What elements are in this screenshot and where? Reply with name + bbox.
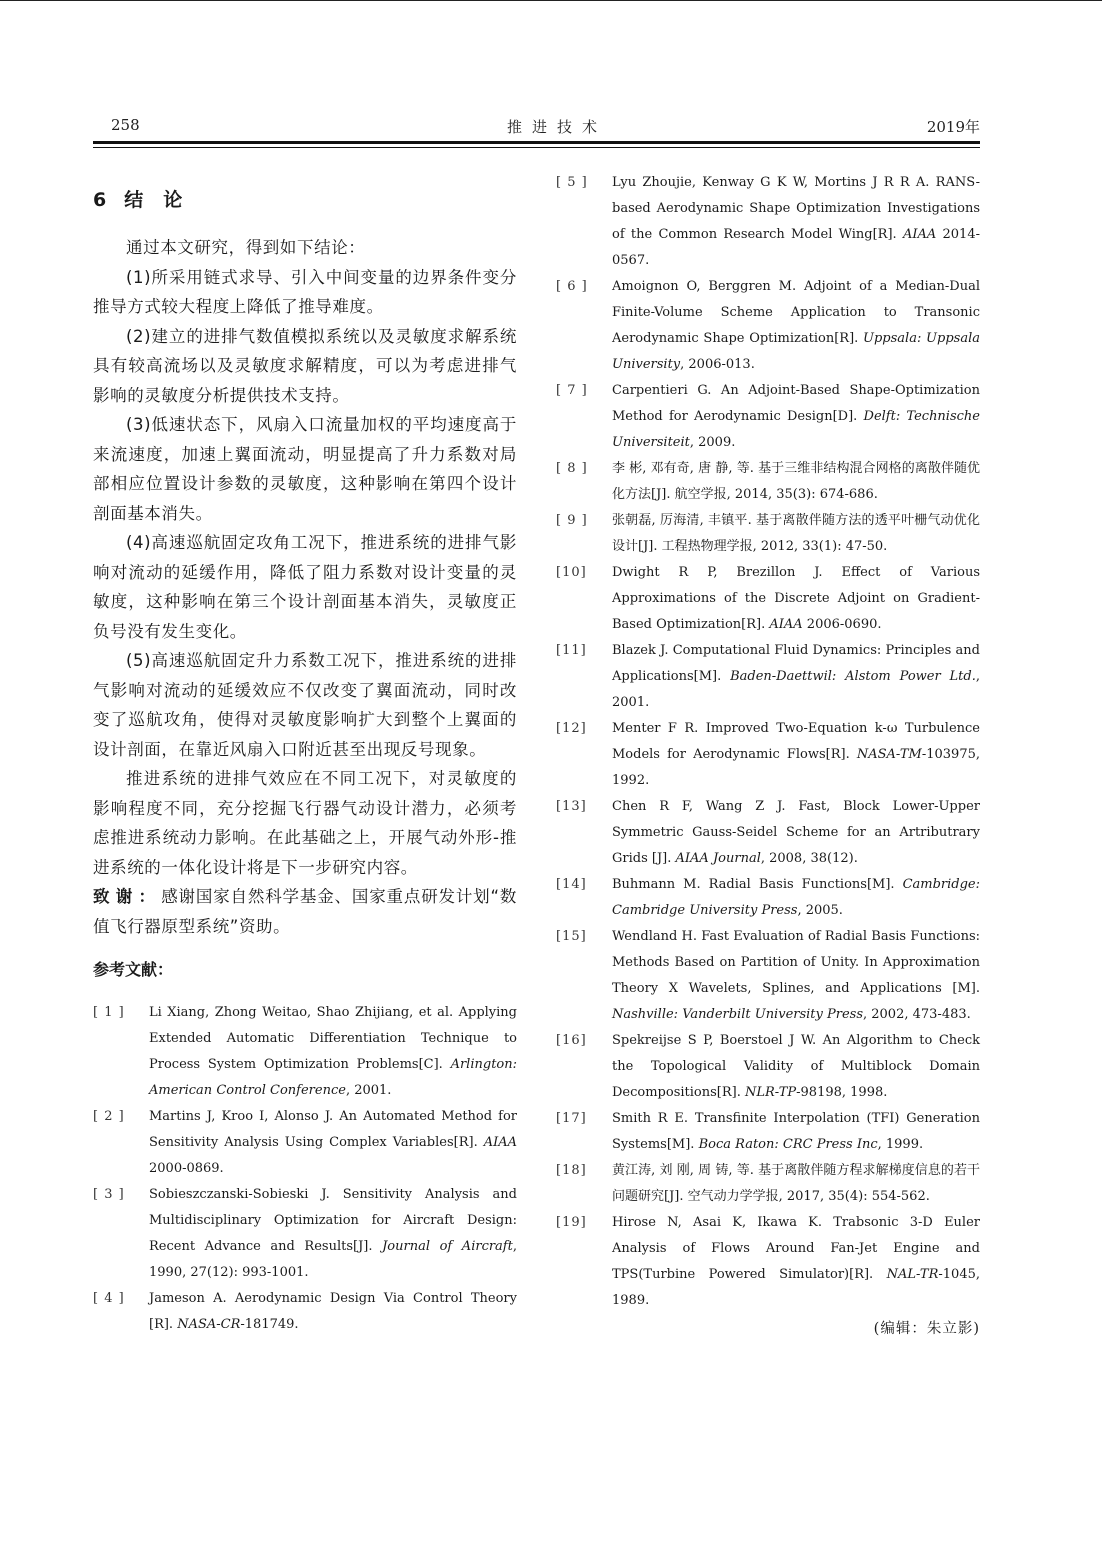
reference-body: 李 彬, 邓有奇, 唐 静, 等. 基于三维非结构混合网格的离散伴随优化方法[J]. 航空学报, 2014, 35(3): 674-686. <box>612 461 980 502</box>
references-heading: 参考文献： <box>93 960 174 979</box>
reference-body: Menter F R. Improved Two-Equation k-ω Turbulence Models for Aerodynamic Flows[R]. <box>612 721 980 762</box>
reference-tail: , 2006-013. <box>680 357 755 372</box>
reference-tail: 2014-0567. <box>612 227 980 268</box>
reference-tail: , 2009. <box>689 435 736 450</box>
reference-item <box>556 456 980 508</box>
reference-source: Arlington: American Control Conference <box>149 1057 517 1098</box>
right-column <box>556 170 980 1342</box>
reference-list-right <box>556 170 980 1314</box>
conclusion-item: (4)高速巡航固定攻角工况下，推进系统的进排气影响对流动的延缓作用，降低了阻力系数对设计变量的灵敏度，这种影响在第三个设计剖面基本消失，灵敏度正负号没有发生变化。 <box>93 533 517 641</box>
reference-text <box>612 378 980 456</box>
reference-tail: , 2001. <box>612 669 980 710</box>
reference-source: Delft: Technische Universiteit <box>612 409 980 450</box>
reference-body: Dwight R P, Brezillon J. Effect of Various Approximations of the Discrete Adjoint on Gradient-Based Optimization[R]. <box>612 565 980 632</box>
header-rule-thin <box>93 147 980 148</box>
reference-number: [14] <box>556 877 587 892</box>
reference-text <box>612 456 980 508</box>
left-column <box>93 180 517 1338</box>
reference-number: [ 4 ] <box>93 1291 125 1306</box>
reference-source: NLR-TP <box>744 1085 797 1100</box>
editor-credit: (编辑：朱立影) <box>873 1321 980 1337</box>
reference-number: [13] <box>556 799 587 814</box>
reference-source: NASA-TM <box>856 747 922 762</box>
reference-text <box>612 560 980 638</box>
reference-source: Baden-Daettwil: Alstom Power Ltd. <box>730 669 976 684</box>
acknowledgement-label: 致谢： <box>93 887 162 906</box>
reference-number: [16] <box>556 1033 587 1048</box>
reference-item <box>556 924 980 1028</box>
reference-number: [ 8 ] <box>556 461 588 476</box>
reference-tail: , 2005. <box>797 903 843 918</box>
reference-tail: -103975, 1992. <box>612 747 980 788</box>
reference-text <box>612 638 980 716</box>
conclusion-item: (3)低速状态下，风扇入口流量加权的平均速度高于来流速度，加速上翼面流动，明显提高了升力系数对局部相应位置设计参数的灵敏度，这种影响在第四个设计剖面基本消失。 <box>93 415 517 523</box>
reference-text <box>149 1104 517 1182</box>
reference-body: Blazek J. Computational Fluid Dynamics: Principles and Applications[M]. <box>612 643 980 684</box>
reference-number: [ 7 ] <box>556 383 588 398</box>
reference-body: Smith R E. Transfinite Interpolation (TFI) Generation Systems[M]. <box>612 1111 980 1152</box>
reference-text <box>149 1182 517 1286</box>
reference-number: [15] <box>556 929 587 944</box>
reference-text <box>612 1210 980 1314</box>
journal-title: 推进技术 <box>506 118 607 136</box>
issue-year: 2019年 <box>926 118 980 136</box>
reference-item <box>556 716 980 794</box>
conclusion-item: (2)建立的进排气数值模拟系统以及灵敏度求解系统具有较高流场以及灵敏度求解精度，可以为考虑进排气影响的灵敏度分析提供技术支持。 <box>93 326 517 405</box>
reference-text <box>612 508 980 560</box>
reference-item <box>556 638 980 716</box>
reference-body: Hirose N, Asai K, Ikawa K. Trabsonic 3-D Euler Analysis of Flows Around Fan-Jet Engine and TPS(Turbine Powered Simulator)[R]. <box>612 1215 980 1282</box>
reference-tail: 2000-0869. <box>149 1161 224 1176</box>
reference-source: NAL-TR <box>886 1267 939 1282</box>
reference-body: Spekreijse S P, Boerstoel J W. An Algorithm to Check the Topological Validity of Multiblock Domain Decompositions[R]. <box>612 1033 980 1100</box>
acknowledgement <box>93 882 517 941</box>
reference-number: [19] <box>556 1215 587 1230</box>
reference-text <box>612 924 980 1028</box>
reference-number: [ 9 ] <box>556 513 588 528</box>
reference-item <box>93 1000 517 1104</box>
reference-item <box>556 274 980 378</box>
reference-source: NASA-CR <box>177 1317 241 1332</box>
reference-item <box>556 1106 980 1158</box>
reference-item <box>556 560 980 638</box>
reference-list-left <box>93 1000 517 1338</box>
reference-text <box>612 872 980 924</box>
reference-body: 黄江涛, 刘 刚, 周 铸, 等. 基于离散伴随方程求解梯度信息的若干问题研究[J]. 空气动力学学报, 2017, 35(4): 554-562. <box>612 1163 980 1204</box>
reference-text <box>612 1158 980 1210</box>
reference-body: Sobieszczanski-Sobieski J. Sensitivity Analysis and Multidisciplinary Optimization for Aircraft Design: Recent Advance and Results[J]. <box>149 1187 517 1254</box>
conclusion-item: (1)所采用链式求导、引入中间变量的边界条件变分推导方式较大程度上降低了推导难度。 <box>93 267 517 316</box>
reference-source: AIAA <box>902 227 937 242</box>
reference-text <box>612 794 980 872</box>
reference-number: [ 5 ] <box>556 175 588 190</box>
reference-source: AIAA <box>769 617 803 632</box>
conclusion-item: (5)高速巡航固定升力系数工况下，推进系统的进排气影响对流动的延缓效应不仅改变了翼面流动，同时改变了巡航攻角，使得对灵敏度影响扩大到整个上翼面的设计剖面，在靠近风扇入口附近甚至出现反号现象。 <box>93 651 517 759</box>
section-heading <box>93 185 517 209</box>
reference-body: Chen R F, Wang Z J. Fast, Block Lower-Upper Symmetric Gauss-Seidel Scheme for an Artributrary Grids [J]. <box>612 799 980 866</box>
reference-item <box>93 1104 517 1182</box>
reference-text <box>612 1028 980 1106</box>
reference-tail: , 2008, 38(12). <box>760 851 858 866</box>
reference-text <box>612 274 980 378</box>
reference-item <box>556 1158 980 1210</box>
reference-item <box>556 508 980 560</box>
reference-source: Journal of Aircraft <box>382 1239 513 1254</box>
reference-tail: -1045, 1989. <box>612 1267 980 1308</box>
page-number: 258 <box>111 116 140 134</box>
reference-body: Carpentieri G. An Adjoint-Based Shape-Optimization Method for Aerodynamic Design[D]. <box>612 383 980 424</box>
reference-tail: -181749. <box>240 1317 299 1332</box>
section-number: 6 <box>93 189 107 211</box>
reference-body: Li Xiang, Zhong Weitao, Shao Zhijiang, et al. Applying Extended Automatic Differentiation Technique to Process System Optimization Problems[C]. <box>149 1005 517 1072</box>
reference-tail: , 2001. <box>345 1083 392 1098</box>
reference-source: Boca Raton: CRC Press Inc <box>698 1137 878 1152</box>
conclusion-summary: 推进系统的进排气效应在不同工况下，对灵敏度的影响程度不同，充分挖掘飞行器气动设计潜力，必须考虑推进系统动力影响。在此基础之上，开展气动外形-推进系统的一体化设计将是下一步研究内容。 <box>93 769 517 877</box>
reference-body: Amoignon O, Berggren M. Adjoint of a Median-Dual Finite-Volume Scheme Application to Transonic Aerodynamic Shape Optimization[R]. <box>612 279 980 346</box>
reference-text <box>612 1106 980 1158</box>
reference-item <box>556 1210 980 1314</box>
reference-number: [ 1 ] <box>93 1005 125 1020</box>
reference-number: [18] <box>556 1163 587 1178</box>
reference-source: AIAA Journal <box>675 851 761 866</box>
reference-item <box>93 1286 517 1338</box>
reference-tail: , 2002, 473-483. <box>863 1007 971 1022</box>
reference-text <box>149 1000 517 1104</box>
reference-tail: 2006-0690. <box>802 617 882 632</box>
reference-body: Lyu Zhoujie, Kenway G K W, Mortins J R R A. RANS-based Aerodynamic Shape Optimization Investigations of the Common Research Model Wing[R]. <box>612 175 980 242</box>
reference-tail: -98198, 1998. <box>796 1085 888 1100</box>
reference-body: Wendland H. Fast Evaluation of Radial Basis Functions: Methods Based on Partition of Unity. In Approximation Theory X Wavelets, Splines, and Applications [M]. <box>612 929 980 996</box>
reference-source: Cambridge: Cambridge University Press <box>612 877 980 918</box>
reference-number: [ 3 ] <box>93 1187 125 1202</box>
reference-source: AIAA <box>483 1135 517 1150</box>
reference-item <box>556 1028 980 1106</box>
reference-body: Buhmann M. Radial Basis Functions[M]. <box>612 877 903 892</box>
reference-number: [ 2 ] <box>93 1109 125 1124</box>
reference-item <box>556 378 980 456</box>
reference-number: [12] <box>556 721 587 736</box>
reference-tail: , 1990, 27(12): 993-1001. <box>149 1239 517 1280</box>
acknowledgement-text: 感谢国家自然科学基金、国家重点研发计划“数值飞行器原型系统”资助。 <box>93 887 517 936</box>
reference-item <box>93 1182 517 1286</box>
reference-number: [17] <box>556 1111 587 1126</box>
reference-tail: , 1999. <box>877 1137 924 1152</box>
reference-number: [ 6 ] <box>556 279 588 294</box>
reference-item <box>556 794 980 872</box>
reference-text <box>612 170 980 274</box>
section-title: 结论 <box>124 189 203 211</box>
reference-source: Nashville: Vanderbilt University Press <box>612 1007 863 1022</box>
reference-body: Jameson A. Aerodynamic Design Via Control Theory [R]. <box>149 1291 517 1332</box>
reference-number: [11] <box>556 643 587 658</box>
page-top-edge <box>0 0 1102 1</box>
reference-text <box>612 716 980 794</box>
conclusion-intro: 通过本文研究，得到如下结论： <box>126 238 366 257</box>
reference-source: Uppsala: Uppsala University <box>612 331 980 372</box>
reference-item <box>556 170 980 274</box>
reference-body: 张朝磊, 厉海清, 丰镇平. 基于离散伴随方法的透平叶栅气动优化设计[J]. 工程热物理学报, 2012, 33(1): 47-50. <box>612 513 980 554</box>
reference-text <box>149 1286 517 1338</box>
reference-item <box>556 872 980 924</box>
header-rule-thick <box>93 141 980 144</box>
reference-number: [10] <box>556 565 587 580</box>
reference-body: Martins J, Kroo I, Alonso J. An Automated Method for Sensitivity Analysis Using Complex Variables[R]. <box>149 1109 517 1150</box>
